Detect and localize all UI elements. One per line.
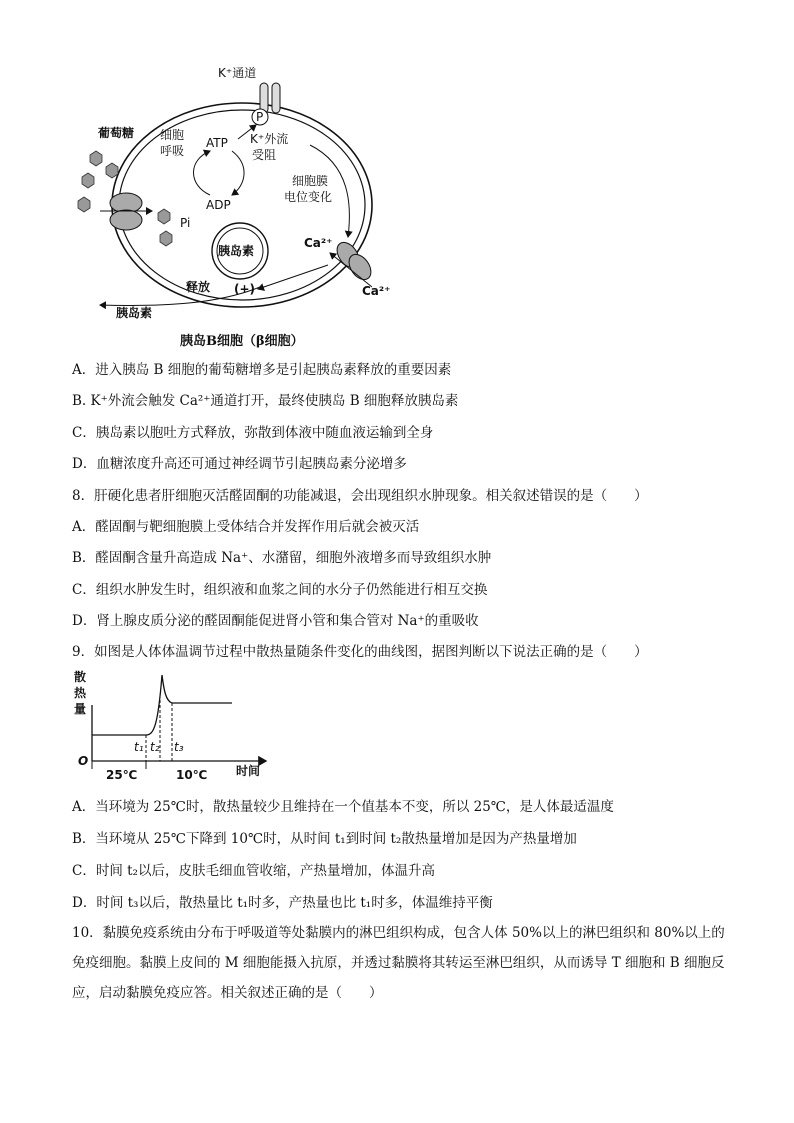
ca-outside-label: Ca²⁺ <box>362 284 391 298</box>
q9-option-a: A．当环境为 25℃时，散热量较少且维持在一个值基本不变，所以 25℃，是人体最适温度 <box>72 799 614 815</box>
atp-label: ATP <box>206 136 228 150</box>
pi-label: Pi <box>180 216 191 230</box>
q8-option-d: D．肾上腺皮质分泌的醛固酮能促进肾小管和集合管对 Na⁺的重吸收 <box>72 613 479 629</box>
q8-option-c: C．组织水肿发生时，组织液和血浆之间的水分子仍然能进行相互交换 <box>72 582 488 598</box>
insulin-outside-label: 胰岛素 <box>116 306 153 320</box>
q7-option-c: C．胰岛素以胞吐方式释放，弥散到体液中随血液运输到全身 <box>72 425 434 441</box>
figure-caption: 胰岛B细胞（β细胞） <box>180 334 304 349</box>
q8-option-b: B．醛固酮含量升高造成 Na⁺、水潴留，细胞外液增多而导致组织水肿 <box>72 550 492 566</box>
k-channel-label: K⁺通道 <box>218 66 257 80</box>
beta-cell-diagram <box>60 55 400 355</box>
insulin-granule-label: 胰岛素 <box>218 244 255 258</box>
q9-stem: 9．如图是人体体温调节过程中散热量随条件变化的曲线图，据图判断以下说法正确的是（ ） <box>72 644 648 660</box>
k-block-label-1: K⁺外流 <box>250 132 289 146</box>
q9-option-b: B．当环境从 25℃下降到 10℃时，从时间 t₁到时间 t₂散热量增加是因为产热量增加 <box>72 831 577 847</box>
graph-ylabel-1: 散 <box>74 670 87 684</box>
q8-stem: 8．肝硬化患者肝细胞灭活醛固酮的功能减退，会出现组织水肿现象。相关叙述错误的是（ ） <box>72 488 648 504</box>
q9-option-c: C．时间 t₂以后，皮肤毛细血管收缩，产热量增加，体温升高 <box>72 863 435 879</box>
k-block-label-2: 受阻 <box>252 148 277 162</box>
adp-label: ADP <box>206 198 231 212</box>
membrane-change-label-2: 电位变化 <box>284 190 333 204</box>
q7-option-d: D．血糖浓度升高还可通过神经调节引起胰岛素分泌增多 <box>72 456 407 472</box>
graph-xlabel: 时间 <box>236 764 261 778</box>
t3-label: t₃ <box>174 740 184 754</box>
heat-curve <box>92 675 232 735</box>
q9-option-d: D．时间 t₃以后，散热量比 t₁时多，产热量也比 t₁时多，体温维持平衡 <box>72 895 493 911</box>
temp-10-label: 10℃ <box>176 768 208 782</box>
graph-ylabel-2: 热 <box>74 686 87 700</box>
glucose-inside <box>158 209 172 246</box>
cell-membrane-inner <box>119 110 365 300</box>
membrane-change-label-1: 细胞膜 <box>292 174 329 188</box>
respiration-label-2: 呼吸 <box>160 144 185 158</box>
plus-label: (+) <box>234 282 256 296</box>
t2-label: t₂ <box>150 740 160 754</box>
graph-origin: O <box>78 754 89 768</box>
beta-cell-svg <box>60 55 400 335</box>
heat-graph-svg <box>70 665 280 785</box>
phosphate-label: P <box>256 110 264 124</box>
release-label: 释放 <box>186 280 211 294</box>
heat-dissipation-graph <box>70 665 280 785</box>
graph-ylabel-3: 量 <box>74 702 87 716</box>
k-channel-icon <box>260 83 280 113</box>
q7-option-a: A．进入胰岛 B 细胞的葡萄糖增多是引起胰岛素释放的重要因素 <box>72 362 452 378</box>
q7-option-b: B. K⁺外流会触发 Ca²⁺通道打开，最终使胰岛 B 细胞释放胰岛素 <box>72 393 459 409</box>
q8-option-a: A．醛固酮与靶细胞膜上受体结合并发挥作用后就会被灭活 <box>72 519 420 535</box>
t1-label: t₁ <box>134 740 144 754</box>
respiration-label-1: 细胞 <box>160 128 185 142</box>
ca-inside-label: Ca²⁺ <box>304 236 333 250</box>
glucose-label: 葡萄糖 <box>98 126 135 140</box>
temp-25-label: 25℃ <box>106 768 138 782</box>
cell-membrane-outer <box>112 103 372 307</box>
q10-stem: 10．黏膜免疫系统由分布于呼吸道等处黏膜内的淋巴组织构成，包含人体 50%以上的淋巴组织和 80%以上的免疫细胞。黏膜上皮间的 M 细胞能摄入抗原，并透过黏膜将其转运至淋巴组织，从而诱导 T 细胞和 B 细胞反应，启动黏膜免疫应答。相关叙述正确的是（ ） <box>72 925 725 1001</box>
